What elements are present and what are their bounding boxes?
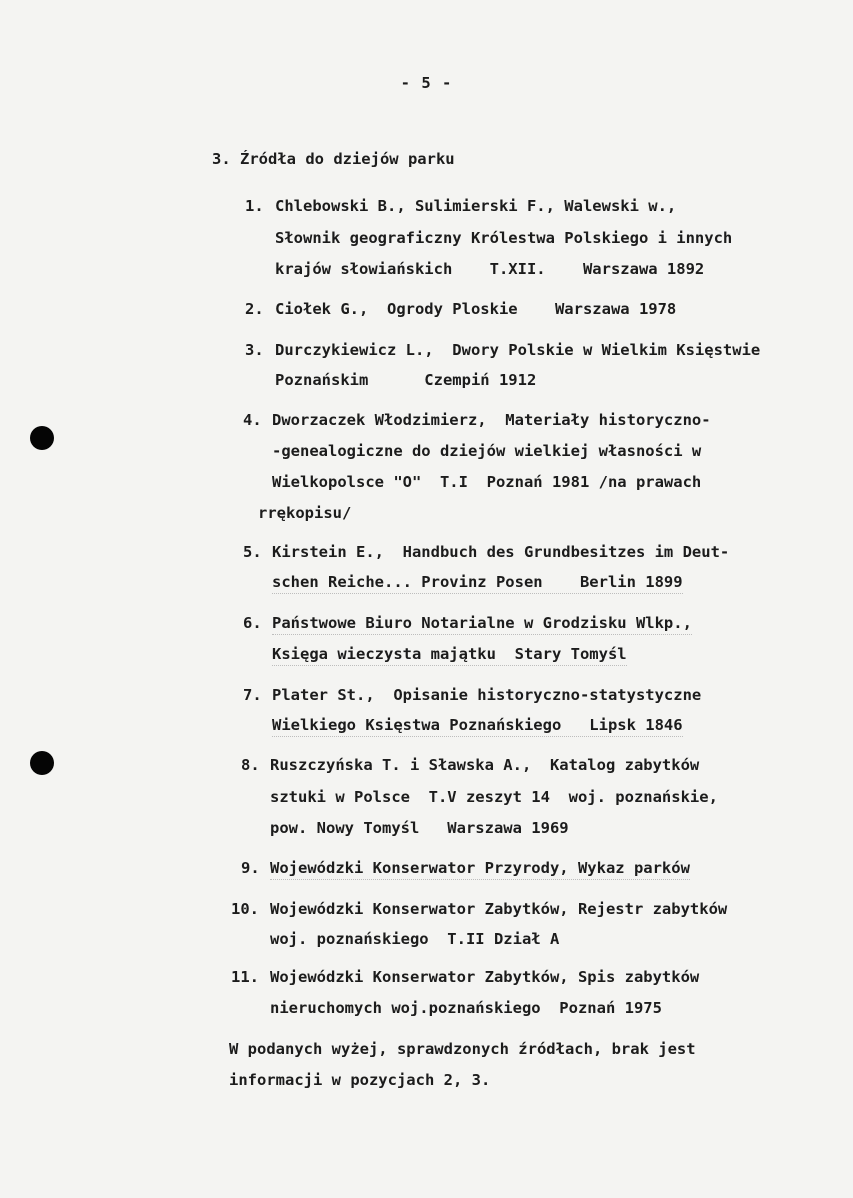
- source-line: Dworzaczek Włodzimierz, Materiały historyczno-: [272, 411, 711, 429]
- section-heading: 3. Źródła do dziejów parku: [212, 150, 455, 168]
- source-number: 8.: [241, 756, 260, 774]
- source-line: Państwowe Biuro Notarialne w Grodzisku Wlkp.,: [272, 614, 692, 635]
- source-line: schen Reiche... Provinz Posen Berlin 1899: [272, 573, 683, 594]
- source-line: Wielkiego Księstwa Poznańskiego Lipsk 1846: [272, 716, 683, 737]
- source-line: rrękopisu/: [258, 504, 352, 522]
- source-line: Słownik geograficzny Królestwa Polskiego i innych: [275, 229, 733, 247]
- source-line: Plater St., Opisanie historyczno-statystyczne: [272, 686, 702, 704]
- source-line: pow. Nowy Tomyśl Warszawa 1969: [270, 819, 569, 837]
- source-line: Ruszczyńska T. i Sławska A., Katalog zabytków: [270, 756, 700, 774]
- source-line: Ciołek G., Ogrody Ploskie Warszawa 1978: [275, 300, 677, 318]
- source-number: 3.: [245, 341, 264, 359]
- source-number: 11.: [231, 968, 259, 986]
- source-number: 7.: [243, 686, 262, 704]
- source-line: nieruchomych woj.poznańskiego Poznań 1975: [270, 999, 662, 1017]
- source-line: Wojewódzki Konserwator Przyrody, Wykaz parków: [270, 859, 690, 880]
- closing-note-line: W podanych wyżej, sprawdzonych źródłach, brak jest: [229, 1040, 696, 1058]
- source-line: Księga wieczysta majątku Stary Tomyśl: [272, 645, 627, 666]
- punch-hole-top: [30, 426, 54, 450]
- source-line: Chlebowski B., Sulimierski F., Walewski w.,: [275, 197, 677, 215]
- source-line: Poznańskim Czempiń 1912: [275, 371, 537, 389]
- source-line: Wojewódzki Konserwator Zabytków, Spis zabytków: [270, 968, 700, 986]
- source-line: Wojewódzki Konserwator Zabytków, Rejestr zabytków: [270, 900, 728, 918]
- source-line: krajów słowiańskich T.XII. Warszawa 1892: [275, 260, 705, 278]
- source-line: -genealogiczne do dziejów wielkiej własności w: [272, 442, 702, 460]
- punch-hole-bottom: [30, 751, 54, 775]
- source-line: sztuki w Polsce T.V zeszyt 14 woj. poznańskie,: [270, 788, 718, 806]
- closing-note-line: informacji w pozycjach 2, 3.: [229, 1071, 491, 1089]
- page-number: - 5 -: [400, 74, 453, 92]
- source-number: 2.: [245, 300, 264, 318]
- source-number: 5.: [243, 543, 262, 561]
- source-number: 1.: [245, 197, 264, 215]
- source-number: 10.: [231, 900, 259, 918]
- source-line: Durczykiewicz L., Dwory Polskie w Wielkim Księstwie: [275, 341, 761, 359]
- source-line: woj. poznańskiego T.II Dział A: [270, 930, 560, 948]
- source-line: Kirstein E., Handbuch des Grundbesitzes im Deut-: [272, 543, 730, 561]
- source-line: Wielkopolsce "O" T.I Poznań 1981 /na prawach: [272, 473, 702, 491]
- source-number: 4.: [243, 411, 262, 429]
- source-number: 9.: [241, 859, 260, 877]
- source-number: 6.: [243, 614, 262, 632]
